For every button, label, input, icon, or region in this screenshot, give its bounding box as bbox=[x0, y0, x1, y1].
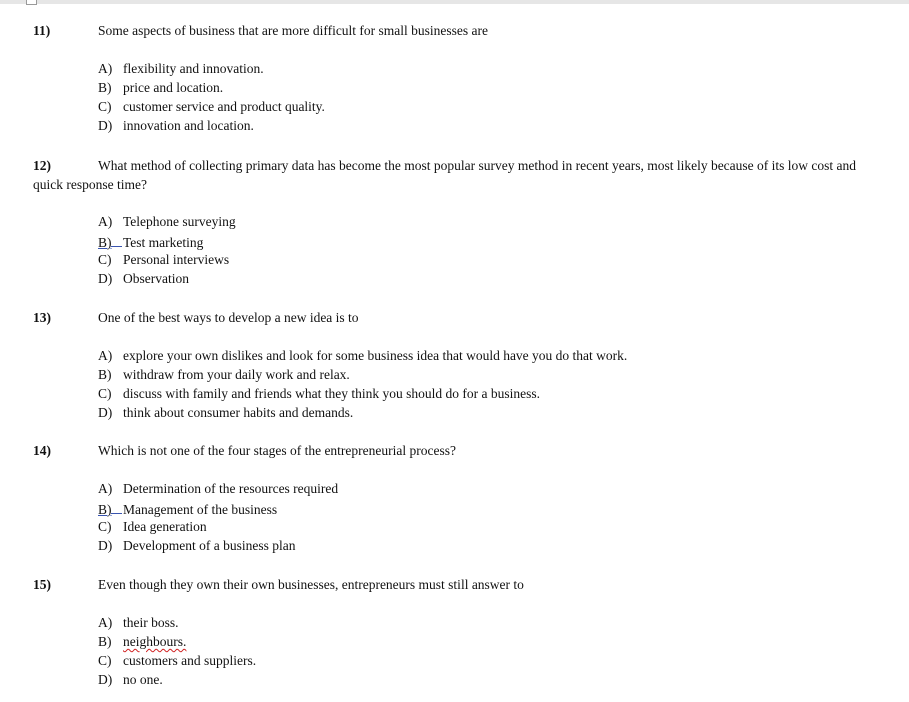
option-letter-marked: B) bbox=[98, 502, 112, 517]
option-text: Telephone surveying bbox=[123, 214, 236, 229]
option-text: Idea generation bbox=[123, 519, 207, 534]
question-12-number: 12) bbox=[33, 158, 51, 173]
option-letter: B) bbox=[98, 367, 112, 382]
question-15-option-a bbox=[98, 615, 179, 631]
question-13-option-c bbox=[98, 386, 540, 402]
option-letter: C) bbox=[98, 99, 112, 114]
option-letter: C) bbox=[98, 519, 112, 534]
question-11-option-d bbox=[98, 118, 254, 134]
option-letter: B) bbox=[98, 80, 112, 95]
question-12-option-b bbox=[98, 233, 203, 251]
option-text: withdraw from your daily work and relax. bbox=[123, 367, 350, 382]
question-11-number: 11) bbox=[33, 23, 51, 38]
option-letter: A) bbox=[98, 214, 113, 229]
grammar-mark bbox=[111, 500, 122, 514]
option-letter: D) bbox=[98, 538, 113, 553]
option-letter: A) bbox=[98, 481, 113, 496]
option-letter: D) bbox=[98, 271, 113, 286]
question-15-option-c bbox=[98, 653, 256, 669]
question-11-text: Some aspects of business that are more difficult for small businesses are bbox=[98, 23, 489, 38]
question-11-option-c bbox=[98, 99, 325, 115]
question-15-option-b bbox=[98, 634, 186, 650]
option-text: Observation bbox=[123, 271, 189, 286]
option-letter-marked: B) bbox=[98, 235, 112, 250]
option-letter: A) bbox=[98, 615, 113, 630]
option-text: Management of the business bbox=[123, 502, 278, 517]
option-letter: A) bbox=[98, 61, 113, 76]
page-corner-marker bbox=[26, 0, 37, 5]
question-13-option-b bbox=[98, 367, 350, 383]
page-top-edge bbox=[0, 0, 909, 4]
question-12 bbox=[33, 156, 883, 194]
option-text: Personal interviews bbox=[123, 252, 230, 267]
question-14-option-c bbox=[98, 519, 207, 535]
question-13-option-d bbox=[98, 405, 353, 421]
option-letter: D) bbox=[98, 672, 113, 687]
option-letter: D) bbox=[98, 118, 113, 133]
option-text: think about consumer habits and demands. bbox=[123, 405, 354, 420]
question-14-option-b bbox=[98, 500, 277, 518]
option-text: innovation and location. bbox=[123, 118, 254, 133]
question-14-text: Which is not one of the four stages of the entrepreneurial process? bbox=[98, 443, 456, 458]
option-text: no one. bbox=[123, 672, 163, 687]
question-14-option-a bbox=[98, 481, 338, 497]
question-15-text: Even though they own their own businesses, entrepreneurs must still answer to bbox=[98, 577, 524, 592]
grammar-mark bbox=[111, 233, 122, 247]
question-14-number: 14) bbox=[33, 443, 51, 458]
option-text: flexibility and innovation. bbox=[123, 61, 264, 76]
option-text: price and location. bbox=[123, 80, 224, 95]
option-text: Test marketing bbox=[123, 235, 204, 250]
question-12-text: What method of collecting primary data has become the most popular survey method in recent years, most likely because of its low cost and quick response time? bbox=[33, 158, 857, 192]
question-11-option-b bbox=[98, 80, 223, 96]
option-letter: C) bbox=[98, 252, 112, 267]
question-12-option-c bbox=[98, 252, 229, 268]
option-text: explore your own dislikes and look for some business idea that would have you do that work. bbox=[123, 348, 628, 363]
option-text: Determination of the resources required bbox=[123, 481, 339, 496]
option-text: Development of a business plan bbox=[123, 538, 296, 553]
question-13-number: 13) bbox=[33, 310, 51, 325]
question-12-option-d bbox=[98, 271, 189, 287]
question-13-text: One of the best ways to develop a new idea is to bbox=[98, 310, 359, 325]
option-letter: C) bbox=[98, 386, 112, 401]
option-letter: B) bbox=[98, 634, 112, 649]
question-12-option-a bbox=[98, 214, 236, 230]
option-text: discuss with family and friends what they think you should do for a business. bbox=[123, 386, 540, 401]
option-letter: C) bbox=[98, 653, 112, 668]
option-letter: A) bbox=[98, 348, 113, 363]
option-text: their boss. bbox=[123, 615, 179, 630]
question-14-option-d bbox=[98, 538, 295, 554]
question-15-option-d bbox=[98, 672, 163, 688]
question-11-option-a bbox=[98, 61, 264, 77]
option-text: customer service and product quality. bbox=[123, 99, 325, 114]
option-text: customers and suppliers. bbox=[123, 653, 257, 668]
option-text-misspelled: neighbours. bbox=[123, 634, 187, 649]
question-15-number: 15) bbox=[33, 577, 51, 592]
question-13-option-a bbox=[98, 348, 627, 364]
option-letter: D) bbox=[98, 405, 113, 420]
